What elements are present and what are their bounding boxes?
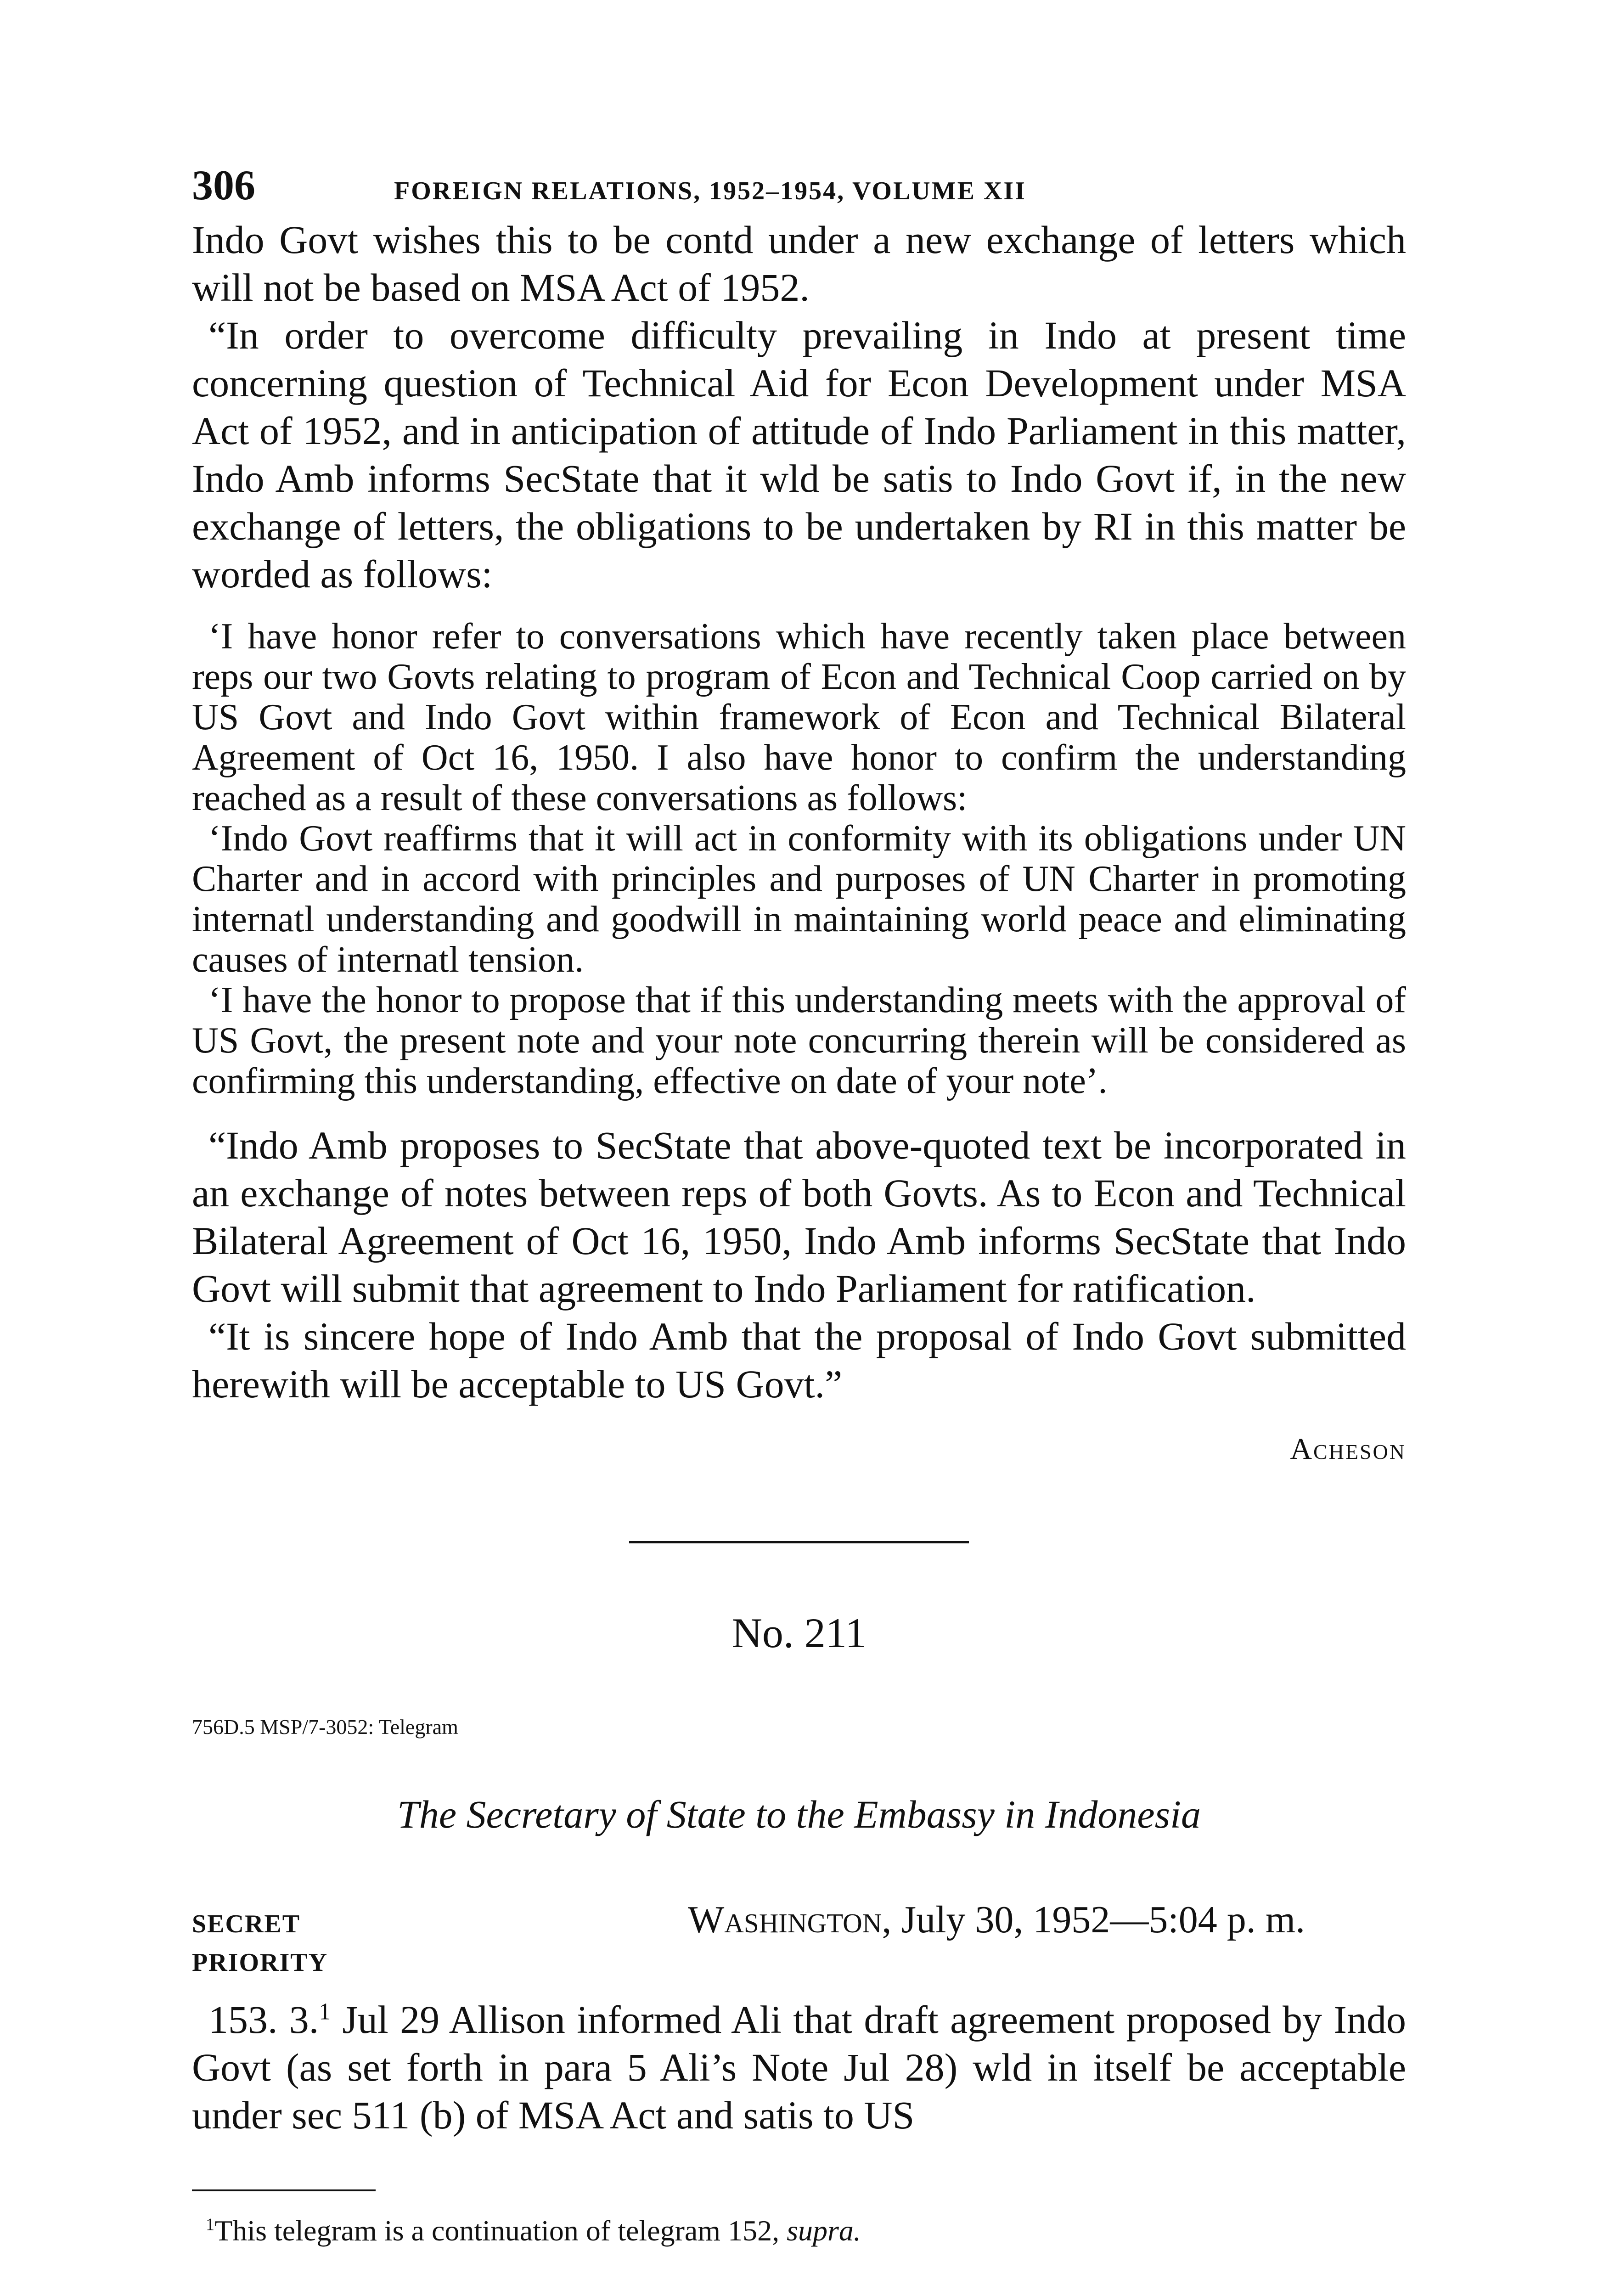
classification-label: SECRET [192,1910,301,1938]
telegram-markings [192,1905,688,1982]
document-number: No. 211 [731,1609,867,1656]
file-reference: 756D.5 MSP/7-3052: Telegram [192,1715,458,1739]
footnote [192,2212,1406,2249]
dateline-date: , July 30, 1952—5:04 p. m. [882,1898,1305,1941]
footnote-emphasis: supra. [787,2214,861,2247]
signature: Acheson [1290,1432,1406,1466]
quoted-paragraph: ‘Indo Govt reaffirms that it will act in conformity with its obligations under UN Charter and in accord with principles and purposes of UN Charter in promoting internatl understanding and goodwill in maintaining world peace and eliminating causes of internatl tension. [192,818,1406,980]
running-title: FOREIGN RELATIONS, 1952–1954, VOLUME XII [394,177,1026,205]
paragraph-closing: “It is sincere hope of Indo Amb that the proposal of Indo Govt submitted herewith will be acceptable to US Govt.” [192,1314,1406,1406]
quoted-letter [192,616,1406,1101]
dateline [688,1897,1305,1943]
footnote-divider [192,2189,376,2191]
section-divider [629,1541,969,1543]
telegram-header [192,1897,1406,1982]
telegram-number: 153. 3. [208,1998,319,2042]
footnote-marker: 1 [206,2215,215,2234]
document-page [192,161,1406,2249]
dateline-place: Washington [688,1898,882,1941]
telegram-body [192,1996,1406,2139]
precedence-label: PRIORITY [192,1948,328,1977]
telegram-text: Jul 29 Allison informed Ali that draft agreement proposed by Indo Govt (as set forth in para 5 Ali’s Note Jul 28) wld in itself be acceptable under sec 511 (b) of MSA Act and satis to US [192,1998,1406,2137]
document-title: The Secretary of State to the Embassy in Indonesia [397,1792,1201,1836]
footnote-reference: 1 [319,1998,331,2025]
page-number: 306 [192,162,255,208]
paragraph-embassy-note: “In order to overcome difficulty prevailing in Indo at present time concerning question of Technical Aid for Econ Development under MSA Act of 1952, and in anticipation of attitude of Indo Parliament in this matter, Indo Amb informs SecState that it wld be satis to Indo Govt if, in the new exchange of letters, the obligations to be undertaken by RI in this matter be worded as follows: [192,313,1406,596]
paragraph-continuation: Indo Govt wishes this to be contd under a new exchange of letters which will not be based on MSA Act of 1952. [192,218,1406,310]
running-head [192,161,1406,216]
footnote-text: This telegram is a continuation of telegram 152, [214,2214,787,2247]
quoted-paragraph: ‘I have the honor to propose that if this understanding meets with the approval of US Govt, the present note and your note concurring therein will be considered as confirming this understanding, effective on date of your note’. [192,980,1406,1101]
paragraph-proposal: “Indo Amb proposes to SecState that above-quoted text be incorporated in an exchange of notes between reps of both Govts. As to Econ and Technical Bilateral Agreement of Oct 16, 1950, Indo Amb informs SecState that Indo Govt will submit that agreement to Indo Parliament for ratification. [192,1123,1406,1311]
quoted-paragraph: ‘I have honor refer to conversations which have recently taken place between reps our two Govts relating to program of Econ and Technical Coop carried on by US Govt and Indo Govt within framework of Econ and Technical Bilateral Agreement of Oct 16, 1950. I also have honor to confirm the understanding reached as a result of these conversations as follows: [192,616,1406,818]
